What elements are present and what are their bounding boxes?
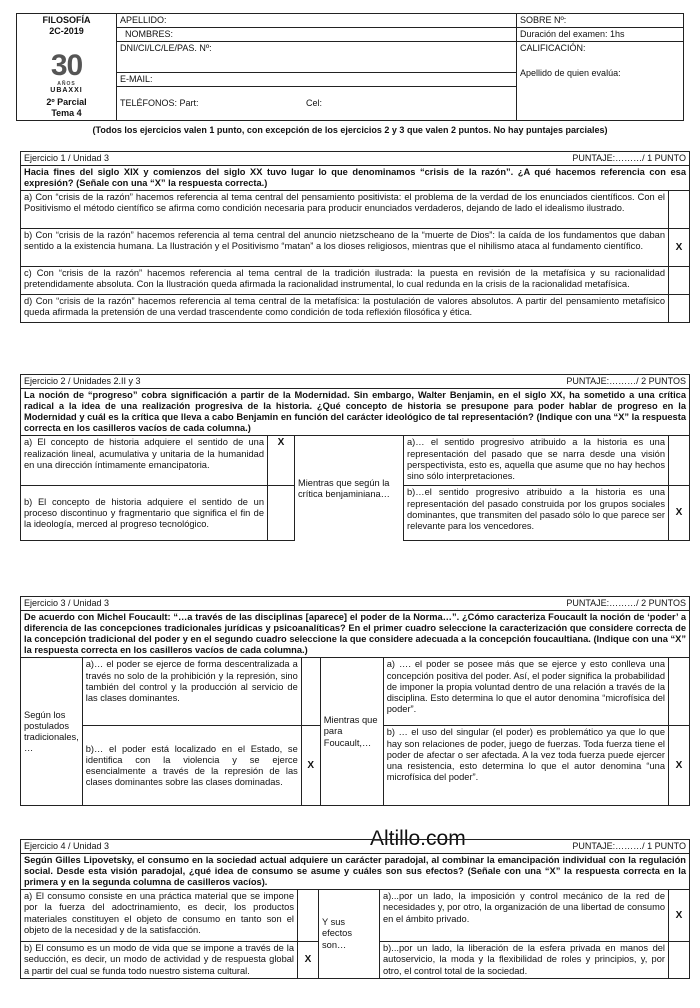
- left-option-text: a) El consumo consiste en una práctica material que se impone por la fuerza del adoctrinamiento, es decir, los productos materiales constituyen el objeto de consumo en tanto son el objeto de la necesidad y de la satisfacción.: [21, 890, 298, 942]
- exercise-4-header: Ejercicio 4 / Unidad 3 PUNTAJE:………/ 1 PUNTO: [21, 840, 690, 854]
- dni-field[interactable]: DNI/CI/LC/LE/PAS. Nº:: [117, 42, 517, 73]
- nombres-field[interactable]: NOMBRES:: [117, 28, 517, 42]
- scoring-note: (Todos los ejercicios valen 1 punto, con excepción de los ejercicios 2 y 3 que valen 2 puntos. No hay puntajes parciales): [92, 125, 608, 135]
- answer-box[interactable]: X: [298, 942, 319, 978]
- term-label: 2C-2019: [49, 25, 84, 36]
- option-text: b) Con “crisis de la razón” hacemos referencia al tema central del anuncio nietzscheano de la “muerte de Dios”: la caída de los fundamentos que daban sentido a la existencia humana. La Ilustración y el Positivismo “matan” a los dioses religiosos, mientras que el nihilismo ataca al fundamento científico.: [21, 229, 669, 267]
- answer-box[interactable]: [669, 267, 690, 295]
- option-text: c) Con “crisis de la razón” hacemos referencia al tema central de la tradición ilustrada: la puesta en revisión de la metafísica y su racionalidad pretendidamente absoluta. Con la Ilustración queda afirmada la racionalidad instrumental, lo cual redunda en la crisis de la racionalidad metafísica.: [21, 267, 669, 295]
- answer-box[interactable]: X: [669, 486, 690, 541]
- left-option-text: b) El consumo es un modo de vida que se impone a través de la seducción, es decir, un modo de actividad y de respuesta global a partir del cual se funda todo nuestro sistema cultural.: [21, 942, 298, 978]
- telefonos-field[interactable]: TELÉFONOS: Part: Cel:: [117, 86, 517, 120]
- exercise-1-header: Ejercicio 1 / Unidad 3 PUNTAJE:………/ 1 PUNTO: [21, 152, 690, 166]
- ubaxxi-logo: 30 AÑOS UBAXXI: [50, 48, 83, 94]
- right-option-text: b)…el sentido progresivo atribuido a la historia es una representación del pasado construida por los grupos sociales dominantes, que transmiten del pasado sólo lo que parece ser relevante para los vencedores.: [404, 486, 669, 541]
- answer-box[interactable]: [268, 486, 295, 541]
- left-option-text: a) El concepto de historia adquiere el sentido de una realización lineal, acumulativa y unitaria de la humanidad en una dirección íntimamente emancipatoria.: [21, 436, 268, 486]
- answer-box[interactable]: X: [669, 890, 690, 942]
- right-option-text: b)...por un lado, la liberación de la esfera privada en manos del autoservicio, la moda y la flexibilidad de roles y principios, y, por otro, el control total de la sociedad.: [380, 942, 669, 978]
- option-text: a) Con “crisis de la razón” hacemos referencia al tema central del pensamiento positivista: el problema de la verdad de los enunciados científicos. Con el Positivismo el método científico se afirma como condición necesaria para producir enunciados verdaderos, dejando de lado el idealismo ilustrado.: [21, 191, 669, 229]
- exercise-3: [20, 596, 690, 806]
- answer-box[interactable]: [669, 658, 690, 726]
- watermark-text: Altillo.com: [370, 827, 466, 850]
- left-option-text: a)… el poder se ejerce de forma descentralizada a través no solo de la prohibición y la represión, sino también del control y la producción al servicio de las clases dominantes.: [82, 658, 301, 726]
- exercise-1: [20, 151, 690, 323]
- exam-header: [16, 13, 684, 121]
- evaluador-label: Apellido de quien evalúa:: [520, 67, 621, 78]
- calificacion-cell[interactable]: [517, 42, 684, 121]
- answer-box[interactable]: X: [669, 229, 690, 267]
- option-text: d) Con “crisis de la razón” hacemos referencia al tema central de la metafísica: la postulación de valores absolutos. A partir del pensamiento metafísico queda afirmada la pretensión de una verdad trascendente como condición de toda reflexión filosófica y ética.: [21, 295, 669, 323]
- exercise-2-header: Ejercicio 2 / Unidades 2.II y 3 PUNTAJE:………/ 2 PUNTOS: [21, 375, 690, 389]
- exercise-1-question: Hacia fines del siglo XIX y comienzos del siglo XX tuvo lugar lo que denominamos “crisis de la razón”. ¿A qué hacemos referencia con esa expresión? (Señale con una “X” la respuesta correcta.): [21, 165, 690, 190]
- exercise-4-question: Según Gilles Lipovetsky, el consumo en la sociedad actual adquiere un carácter paradojal, al combinar la emancipación individual con la regulación social. Desde esta visión paradojal, ¿qué idea de consumo se asume y cuáles son sus efectos? (Señale con una “X” la respuesta correcta en la primera y en la segunda columna de casilleros vacíos).: [21, 853, 690, 889]
- right-option-text: a)… el sentido progresivo atribuido a la historia es una representación del pasado que se narra desde una visión perspectivista, esto es, aquella que asume que no hay hechos sino sólo interpretaciones.: [404, 436, 669, 486]
- answer-box[interactable]: [669, 436, 690, 486]
- exercise-2-question: La noción de “progreso” cobra significación a partir de la Modernidad. Sin embargo, Walter Benjamin, en el siglo XX, ha sometido a una crítica radical a la idea de una realización progresiva de la historia. ¿Qué concepto de historia se presupone para poder hablar de progreso en la Modernidad y cuál es la crítica que lleva a cabo Benjamin en función del carácter ideológico de tal representación? (Indique con una “X” la respuesta correcta en los casilleros vacíos de cada columna.): [21, 388, 690, 436]
- subject-label: FILOSOFÍA: [42, 15, 91, 25]
- left-option-text: b)… el poder está localizado en el Estado, se identifica con la violencia y se ejerce esencialmente a través de la represión de las clases dominantes sobre las clases dominadas.: [82, 726, 301, 806]
- exam-id-cell: [17, 14, 117, 121]
- exam-number: 2º Parcial: [46, 96, 87, 107]
- connector-text: Mientras que para Foucault,…: [320, 658, 383, 806]
- right-option-text: a)...por un lado, la imposición y control mecánico de la red de necesidades y, por otro, la organización de una libertad de consumo en el ámbito privado.: [380, 890, 669, 942]
- email-field[interactable]: E-MAIL:: [117, 72, 517, 86]
- answer-box[interactable]: [669, 191, 690, 229]
- answer-box[interactable]: X: [669, 726, 690, 806]
- answer-box[interactable]: [301, 658, 320, 726]
- answer-box[interactable]: X: [301, 726, 320, 806]
- duracion-label: Duración del examen: 1hs: [517, 28, 684, 42]
- answer-box[interactable]: X: [268, 436, 295, 486]
- right-option-text: b) … el uso del singular (el poder) es problemático ya que lo que hay son relaciones de poder, juego de fuerzas. Toda fuerza tiene el poder de afectar o ser afectada. A la vez toda fuerza puede ejercer una resistencia, esto determina lo que el autor denomina “una microfísica del poder”.: [383, 726, 668, 806]
- connector-text: Y sus efectos son…: [319, 890, 380, 978]
- exercise-3-header: Ejercicio 3 / Unidad 3 PUNTAJE:………/ 2 PUNTOS: [21, 597, 690, 611]
- answer-box[interactable]: [669, 295, 690, 323]
- answer-box[interactable]: [298, 890, 319, 942]
- connector-text: Mientras que según la crítica benjaminiana…: [295, 436, 404, 541]
- answer-box[interactable]: [669, 942, 690, 978]
- apellido-field[interactable]: APELLIDO:: [117, 14, 517, 28]
- exercise-3-question: De acuerdo con Michel Foucault: “…a través de las disciplinas [aparece] el poder de la Norma…”. ¿Cómo caracteriza Foucault la noción de ‘poder’ a diferencia de las concepciones tradicionales jurídicas y psicoanalíticas? En el primer cuadro seleccione la caracterización que considere correcta de la concepción tradicional del poder y en el segundo cuadro seleccione la que considere adecuada a la concepción foucaultiana. (Indique con una “X” la respuesta correcta en los casilleros vacíos de cada columna.): [21, 610, 690, 658]
- exercise-2: [20, 374, 690, 541]
- exercise-4: [20, 839, 690, 979]
- sobre-field[interactable]: SOBRE Nº:: [517, 14, 684, 28]
- calificacion-label: CALIFICACIÓN:: [520, 43, 586, 53]
- exam-theme: Tema 4: [51, 107, 82, 118]
- left-option-text: b) El concepto de historia adquiere el sentido de un proceso discontinuo y fragmentario que significa el fin de la ideología, merced al progreso tecnológico.: [21, 486, 268, 541]
- right-option-text: a) …. el poder se posee más que se ejerce y esto conlleva una concepción positiva del poder. Así, el poder significa la probabilidad de imponer la propia voluntad dentro de una relación a través de la disciplina. Esto determina lo que el autor denomina “microfísica del poder”.: [383, 658, 668, 726]
- left-label: Según los postulados tradicionales, …: [21, 658, 83, 806]
